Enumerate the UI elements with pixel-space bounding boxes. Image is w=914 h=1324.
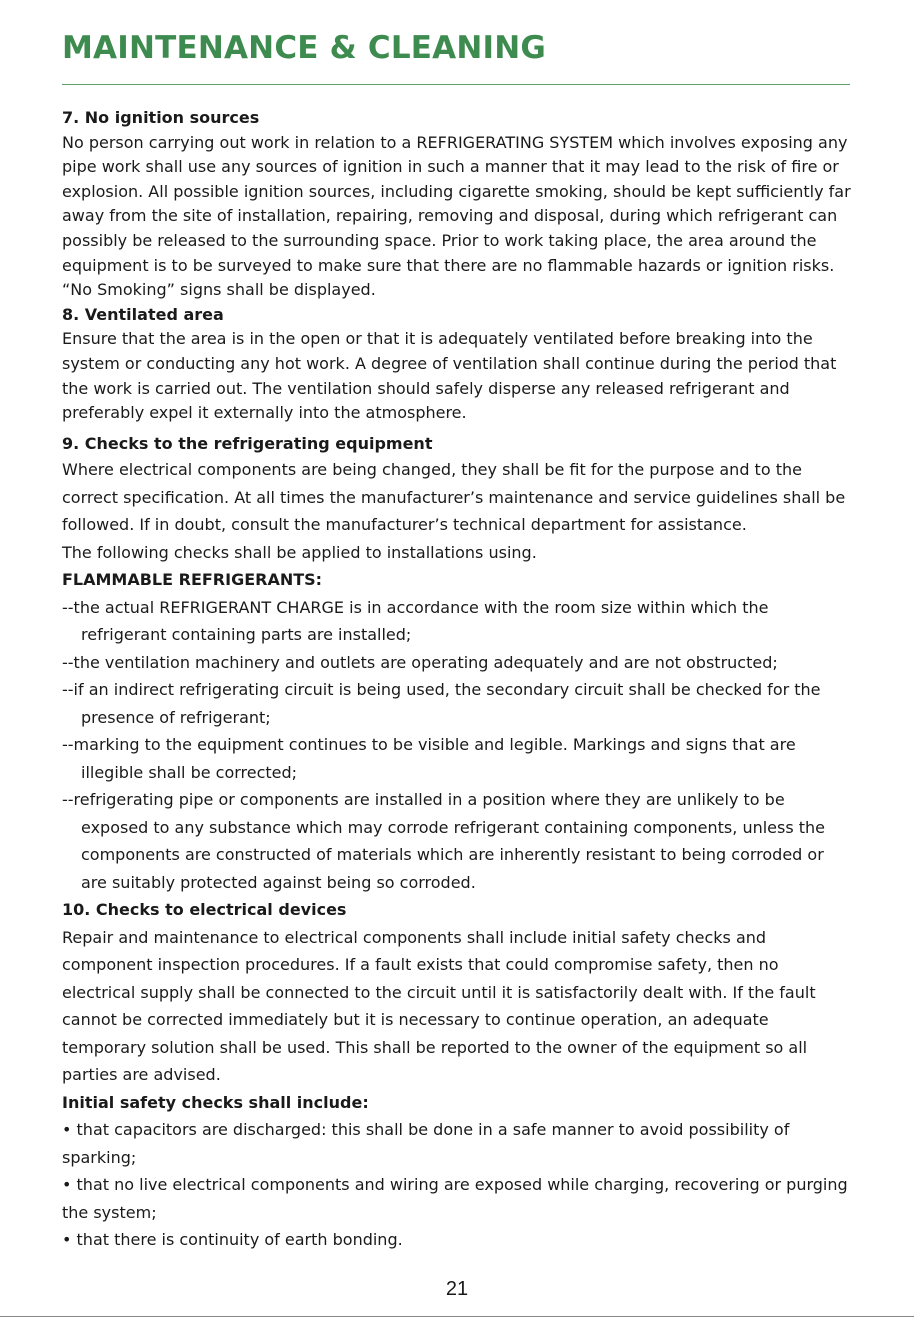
section-9-subheading: FLAMMABLE REFRIGERANTS:: [62, 570, 323, 590]
section-10-checklist: [62, 1116, 854, 1254]
list-item: --if an indirect refrigerating circuit is being used, the secondary circuit shall be checked for the presence of refrigerant;: [62, 680, 821, 727]
section-9-heading: 9. Checks to the refrigerating equipment: [62, 433, 433, 453]
list-item: • that capacitors are discharged: this shall be done in a safe manner to avoid possibility of sparking;: [62, 1120, 790, 1167]
section-8-body: Ensure that the area is in the open or that it is adequately ventilated before breaking into the system or conducting any hot work. A degree of ventilation shall continue during the period that the work is carried out. The ventilation should safely disperse any released refrigerant and preferably expel it externally into the atmosphere.: [62, 329, 837, 423]
section-9-intro: The following checks shall be applied to installations using.: [62, 542, 537, 562]
section-10-heading: 10. Checks to electrical devices: [62, 900, 347, 920]
section-10-body: Repair and maintenance to electrical components shall include initial safety checks and component inspection procedures. If a fault exists that could compromise safety, then no electrical supply shall be connected to the circuit until it is satisfactorily dealt with. If the fault cannot be corrected immediately but it is necessary to continue operation, an adequate temporary solution shall be used. This shall be reported to the owner of the equipment so all parties are advised.: [62, 927, 816, 1085]
section-8-heading: 8. Ventilated area: [62, 304, 224, 324]
page-title: MAINTENANCE & CLEANING: [62, 30, 547, 66]
section-7-body: No person carrying out work in relation to a REFRIGERATING SYSTEM which involves exposing any pipe work shall use any sources of ignition in such a manner that it may lead to the risk of fire or explosion. All possible ignition sources, including cigarette smoking, should be kept sufficiently far away from the site of installation, repairing, removing and disposal, during which refrigerant can possibly be released to the surrounding space. Prior to work taking place, the area around the equipment is to be surveyed to make sure that there are no flammable hazards or ignition risks. “No Smoking” signs shall be displayed.: [62, 132, 851, 300]
section-9-checklist: [62, 594, 854, 897]
page-number: 21: [445, 1278, 469, 1300]
section-7-heading: 7. No ignition sources: [62, 108, 260, 127]
list-item: --the actual REFRIGERANT CHARGE is in accordance with the room size within which the refrigerant containing parts are installed;: [62, 597, 769, 645]
list-item: • that there is continuity of earth bonding.: [62, 1230, 403, 1250]
document-body: [62, 106, 854, 1254]
bottom-divider: [0, 1316, 914, 1317]
title-divider: [62, 84, 850, 85]
list-item: --marking to the equipment continues to be visible and legible. Markings and signs that are illegible shall be corrected;: [62, 735, 796, 782]
list-item: --the ventilation machinery and outlets are operating adequately and are not obstructed;: [62, 652, 778, 672]
section-9-body: Where electrical components are being changed, they shall be fit for the purpose and to the correct specification. At all times the manufacturer’s maintenance and service guidelines shall be followed. If in doubt, consult the manufacturer’s technical department for assistance.: [62, 460, 846, 535]
list-item: --refrigerating pipe or components are installed in a position where they are unlikely to be exposed to any substance which may corrode refrigerant containing components, unless the components are constructed of materials which are inherently resistant to being corroded or are suitably protected against being so corroded.: [62, 790, 826, 892]
section-10-subheading: Initial safety checks shall include:: [62, 1092, 369, 1112]
list-item: • that no live electrical components and wiring are exposed while charging, recovering or purging the system;: [62, 1175, 848, 1222]
